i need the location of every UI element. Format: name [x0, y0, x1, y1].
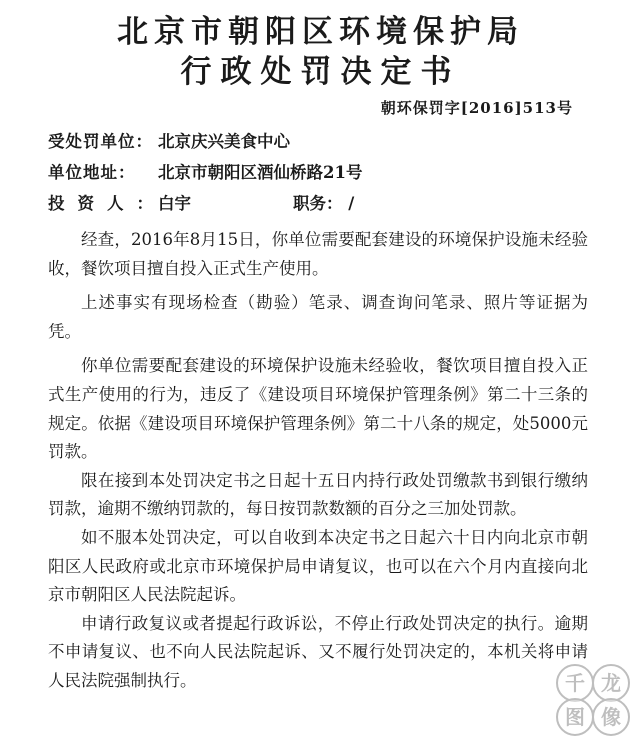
penalized-unit-value: 北京庆兴美食中心	[158, 132, 290, 151]
paragraph-violation: 你单位需要配套建设的环境保护设施未经验收，餐饮项目擅自投入正式生产使用的行为，违反了《建设项目环境保护管理条例》第二十三条的规定。依据《建设项目环境保护管理条例》第二十八条的规定，处5000元罚款。	[48, 356, 588, 462]
penalized-unit-label: 受处罚单位：	[48, 132, 153, 151]
investor-row	[48, 193, 355, 215]
paragraph-evidence: 上述事实有现场检查（勘验）笔录、调查询问笔录、照片等证据为凭。	[48, 293, 588, 341]
watermark-char: 图	[556, 698, 594, 736]
document-subtitle: 行政处罚决定书	[180, 54, 461, 90]
watermark-char: 千	[556, 664, 594, 702]
unit-address-label: 单位地址：	[48, 163, 136, 182]
watermark-char: 龙	[592, 664, 630, 702]
investor-value: 白宇	[158, 194, 191, 213]
document-title: 北京市朝阳区环境保护局	[117, 14, 524, 50]
decision-body	[48, 226, 588, 696]
paragraph-payment: 限在接到本处罚决定书之日起十五日内持行政处罚缴款书到银行缴纳罚款，逾期不缴纳罚款的，每日按罚款数额的百分之三加处罚款。	[48, 470, 588, 519]
duty-value: /	[348, 194, 355, 213]
watermark-char: 像	[592, 698, 630, 736]
unit-address-row	[48, 162, 362, 184]
investor-label: 投资人：	[48, 194, 166, 213]
document-number: 朝环保罚字[2016]513号	[380, 99, 573, 117]
paragraph-enforcement: 申请行政复议或者提起行政诉讼，不停止行政处罚决定的执行。逾期不申请复议、也不向人民法院起诉、又不履行处罚决定的，本机关将申请人民法院强制执行。	[48, 613, 588, 690]
unit-address-value: 北京市朝阳区酒仙桥路21号	[158, 163, 363, 182]
duty-field	[293, 193, 354, 215]
duty-label: 职务：	[293, 194, 343, 213]
paragraph-appeal: 如不服本处罚决定，可以自收到本决定书之日起六十日内向北京市朝阳区人民政府或北京市环境保护局申请复议，也可以在六个月内直接向北京市朝阳区人民法院起诉。	[48, 527, 588, 605]
penalized-unit-row	[48, 131, 290, 153]
watermark-logo	[552, 664, 632, 734]
paragraph-facts: 经查，2016年8月15日，你单位需要配套建设的环境保护设施未经验收，餐饮项目擅自投入正式生产使用。	[48, 230, 588, 278]
